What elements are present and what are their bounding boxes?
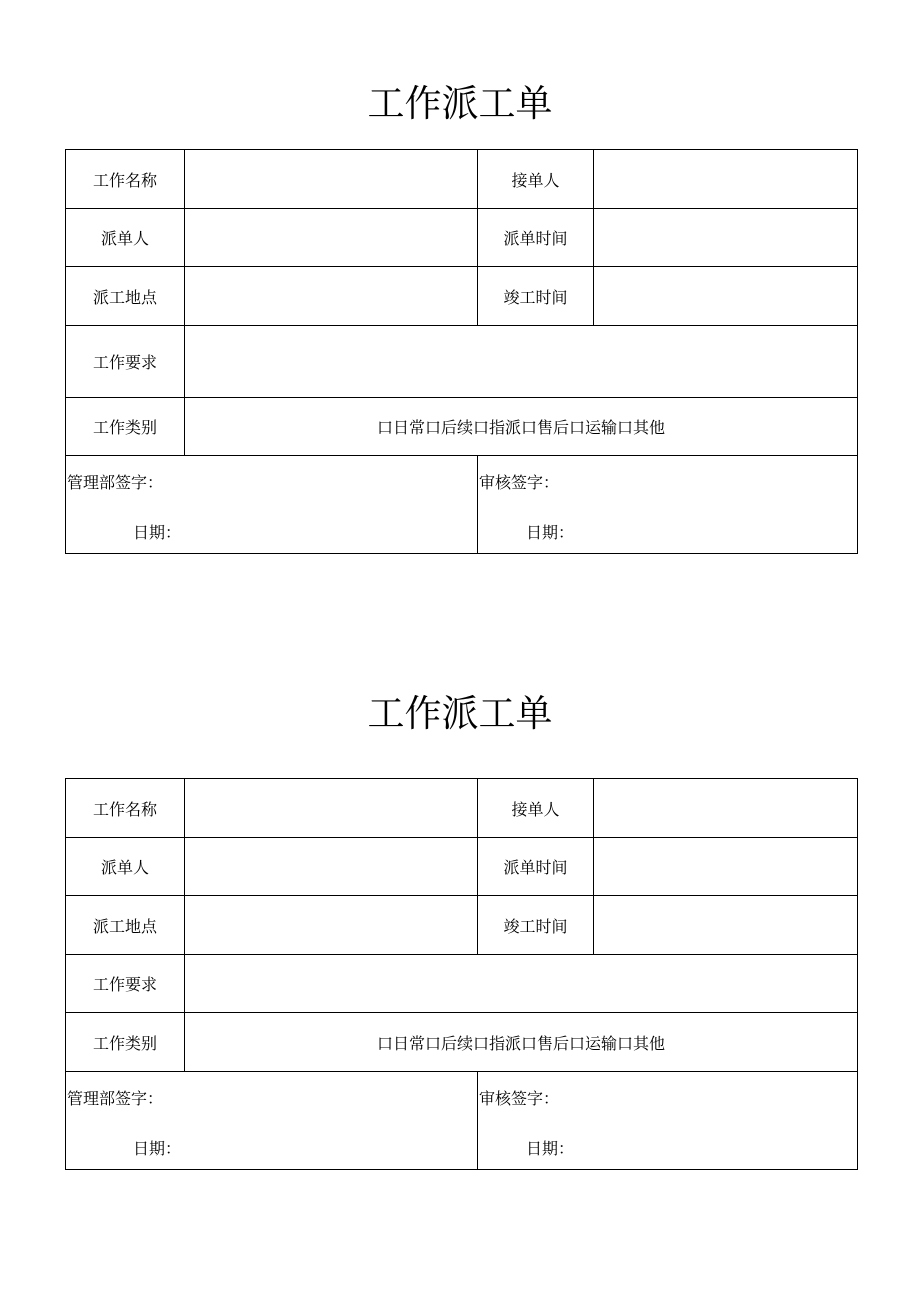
table-row (66, 955, 857, 1013)
work-name-field[interactable] (185, 779, 478, 837)
completion-time-field[interactable] (594, 267, 857, 325)
requirements-label: 工作要求 (66, 326, 185, 397)
review-date-label: 日期： (526, 523, 575, 542)
requirements-label: 工作要求 (66, 955, 185, 1012)
review-date-label: 日期： (526, 1139, 575, 1158)
work-name-label: 工作名称 (66, 150, 185, 208)
requirements-field[interactable] (185, 326, 857, 397)
table-row (66, 326, 857, 398)
management-date-label: 日期： (133, 1139, 182, 1158)
management-signature-label: 管理部签字： (67, 473, 164, 492)
category-options[interactable]: 口日常口后续口指派口售后口运输口其他 (376, 418, 665, 437)
completion-time-field[interactable] (594, 896, 857, 954)
dispatcher-label: 派单人 (66, 209, 185, 266)
review-signature-cell[interactable] (478, 456, 857, 553)
dispatch-time-field[interactable] (594, 209, 857, 266)
table-row (66, 838, 857, 896)
management-signature-cell[interactable] (66, 456, 478, 553)
table-row (66, 398, 857, 456)
requirements-field[interactable] (185, 955, 857, 1012)
category-label: 工作类别 (66, 398, 185, 455)
work-name-field[interactable] (185, 150, 478, 208)
table-row (66, 150, 857, 209)
form-title: 工作派工单 (367, 82, 553, 125)
dispatch-time-label: 派单时间 (478, 209, 594, 266)
dispatch-time-label: 派单时间 (478, 838, 594, 895)
dispatch-time-field[interactable] (594, 838, 857, 895)
receiver-label: 接单人 (478, 150, 594, 208)
receiver-label: 接单人 (478, 779, 594, 837)
dispatcher-field[interactable] (185, 209, 478, 266)
category-options[interactable]: 口日常口后续口指派口售后口运输口其他 (376, 1033, 665, 1053)
location-field[interactable] (185, 896, 478, 954)
location-field[interactable] (185, 267, 478, 325)
location-label: 派工地点 (66, 896, 185, 954)
category-label: 工作类别 (66, 1013, 185, 1071)
review-signature-cell[interactable] (478, 1072, 857, 1169)
receiver-field[interactable] (594, 779, 857, 837)
table-row (66, 209, 857, 267)
dispatcher-field[interactable] (185, 838, 478, 895)
review-signature-label: 审核签字： (479, 1089, 560, 1108)
dispatcher-label: 派单人 (66, 838, 185, 895)
table-row (66, 267, 857, 326)
table-row (66, 779, 857, 838)
work-order-table (65, 778, 858, 1170)
table-row (66, 896, 857, 955)
review-signature-label: 审核签字： (479, 473, 560, 492)
completion-time-label: 竣工时间 (478, 896, 594, 954)
receiver-field[interactable] (594, 150, 857, 208)
form-title: 工作派工单 (367, 692, 553, 735)
management-date-label: 日期： (133, 523, 182, 542)
signature-row (66, 456, 857, 553)
management-signature-label: 管理部签字： (67, 1089, 164, 1108)
management-signature-cell[interactable] (66, 1072, 478, 1169)
location-label: 派工地点 (66, 267, 185, 325)
work-order-table (65, 149, 858, 554)
signature-row (66, 1072, 857, 1169)
completion-time-label: 竣工时间 (478, 267, 594, 325)
table-row (66, 1013, 857, 1072)
work-name-label: 工作名称 (66, 779, 185, 837)
